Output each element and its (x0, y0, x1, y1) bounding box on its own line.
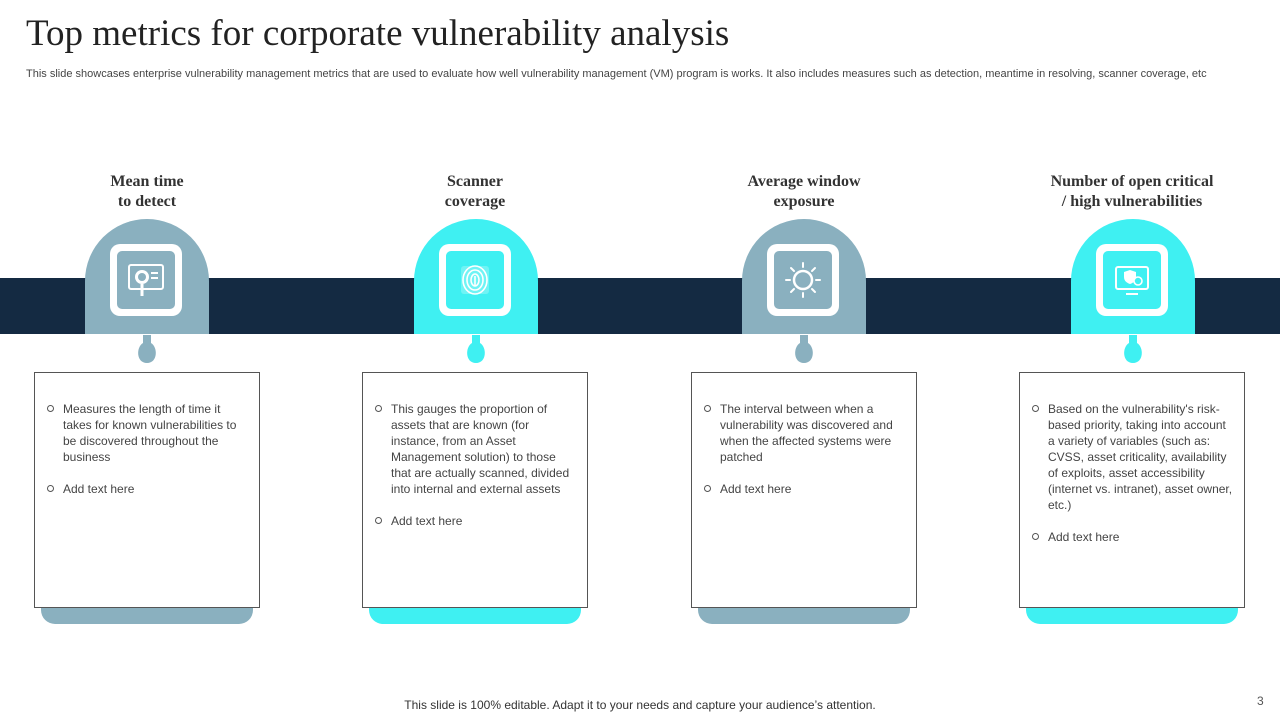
list-item: Measures the length of time it takes for known vulnerabilities to be discovered throughout the business (47, 401, 249, 465)
metric-card (691, 372, 917, 608)
list-item: This gauges the proportion of assets that are known (for instance, from an Asset Management solution) to those that are actually scanned, divided into internal and external assets (375, 401, 577, 497)
metric-heading: Number of open critical / high vulnerabilities (1050, 173, 1214, 210)
icon-dome (742, 219, 866, 334)
slide-subtitle: This slide showcases enterprise vulnerability management metrics that are used to evaluate how well vulnerability management (VM) program is works. It also includes measures such as detection, meantime in resolving, scanner coverage, etc (26, 68, 1207, 80)
list-item: Add text here (1032, 529, 1234, 545)
metric-card (1019, 372, 1245, 608)
metric-column-scanner-coverage (345, 0, 605, 720)
list-item: The interval between when a vulnerability was discovered and when the affected systems were patched (704, 401, 906, 465)
list-item: Based on the vulnerability's risk-based priority, taking into account a variety of variables (such as: CVSS, asset criticality, availability of exploits, asset accessibility (internet vs. intranet), asset owner, etc.) (1032, 401, 1234, 513)
icon-dome (414, 219, 538, 334)
connector-drop (791, 335, 817, 365)
metric-heading: Scanner coverage (444, 173, 506, 210)
list-item: Add text here (47, 481, 249, 497)
slide-footer: This slide is 100% editable. Adapt it to your needs and capture your audience’s attention. (404, 698, 876, 712)
icon-dome (1071, 219, 1195, 334)
list-item: Add text here (704, 481, 906, 497)
search-magnifier-icon (117, 251, 175, 309)
connector-drop (134, 335, 160, 365)
fingerprint-icon (446, 251, 504, 309)
icon-dome (85, 219, 209, 334)
list-item: Add text here (375, 513, 577, 529)
page-number: 3 (1257, 694, 1264, 708)
monitor-shield-icon (1103, 251, 1161, 309)
metric-heading: Average window exposure (747, 173, 861, 210)
metric-column-average-window-exposure (674, 0, 934, 720)
sun-exposure-icon (774, 251, 832, 309)
metric-card (34, 372, 260, 608)
metric-column-open-critical-vulnerabilities (1002, 0, 1262, 720)
connector-drop (463, 335, 489, 365)
connector-drop (1120, 335, 1146, 365)
metric-card (362, 372, 588, 608)
slide-title: Top metrics for corporate vulnerability analysis (26, 13, 730, 54)
metric-column-mean-time-to-detect (17, 0, 277, 720)
metric-heading: Mean time to detect (110, 173, 184, 210)
